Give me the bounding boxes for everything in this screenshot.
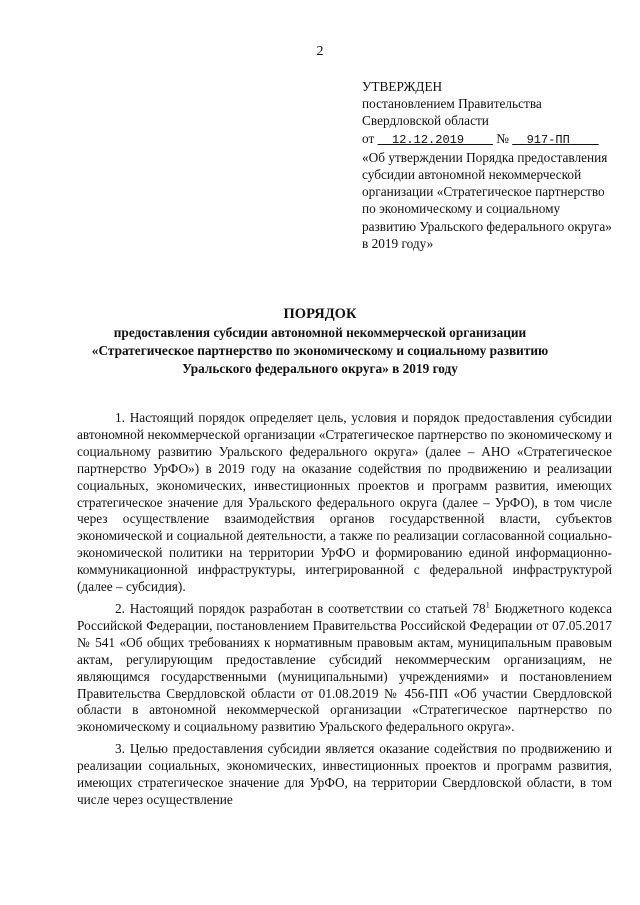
from-label: от bbox=[362, 130, 375, 146]
approval-date-line bbox=[362, 130, 612, 149]
paragraph-2: 2. Настоящий порядок разработан в соответствии со статьей $78^1$ Бюджетного кодекса Российской Федерации, постановлением Правительства Российской Федерации от 07.05.2017 № 541 «Об общих требованиях к нормативным правовым актам, муниципальным правовым актам, регулирующим предоставление субсидий некоммерческим организациям, не являющимся государственными (муниципальными) учреждениями» и постановлением Правительства Свердловской области от 01.08.2019 № 456-ПП «Об участии Свердловской области в автономной некоммерческой организации «Стратегическое партнерство по экономическому и социальному развитию Уральского федерального округа». bbox=[77, 600, 612, 735]
approval-stamp bbox=[362, 78, 612, 252]
approval-subject: «Об утверждении Порядка предоставления субсидии автономной некоммерческой организации «Стратегическое партнерство по экономическому и социальному развитию Уральского федерального округа» в 2019 году» bbox=[362, 149, 612, 251]
approval-line-1: постановлением Правительства bbox=[362, 96, 542, 112]
page-number: 2 bbox=[316, 44, 324, 59]
title-line-2: «Стратегическое партнерство по экономическому и социальному развитию bbox=[91, 343, 549, 358]
document-body bbox=[77, 410, 612, 814]
number-label: № bbox=[496, 130, 509, 146]
paragraph-3: 3. Целью предоставления субсидии является оказание содействия по продвижению и реализации социальных, экономических, инвестиционных проектов и программ развития, имеющих стратегическое значение для УрФО, на территории Свердловской области, в том числе через осуществление bbox=[77, 741, 612, 807]
document-title bbox=[60, 304, 580, 378]
title-heading: ПОРЯДОК bbox=[283, 306, 357, 322]
paragraph-1: 1. Настоящий порядок определяет цель, условия и порядок предоставления субсидии автономной некоммерческой организации «Стратегическое партнерство по экономическому и социальному развитию Уральского федерального округа» (далее – АНО «Стратегическое партнерство УрФО») в 2019 году на оказание содействия по продвижению и реализации социальных, экономических, инвестиционных проектов и программ развития, имеющих стратегическое значение для Уральского федерального округа (далее – УрФО), в том числе через осуществление взаимодействия органов государственной власти, субъектов экономической и социальной деятельности, а также по реализации согласованной социально-экономической политики на территории УрФО и формированию единой информационно-коммуникационной инфраструктуры, интегрированной с федеральной инфраструктурой (далее – субсидия). bbox=[77, 410, 612, 595]
approval-heading: УТВЕРЖДЕН bbox=[362, 79, 443, 94]
superscript-1: 1 bbox=[485, 600, 490, 610]
approval-number: 917-ПП bbox=[526, 132, 570, 147]
approval-line-2: Свердловской области bbox=[362, 113, 489, 129]
title-line-3: Уральского федерального округа» в 2019 году bbox=[182, 361, 458, 376]
approval-date: 12.12.2019 bbox=[392, 132, 465, 147]
title-line-1: предоставления субсидии автономной некоммерческой организации bbox=[113, 325, 527, 340]
